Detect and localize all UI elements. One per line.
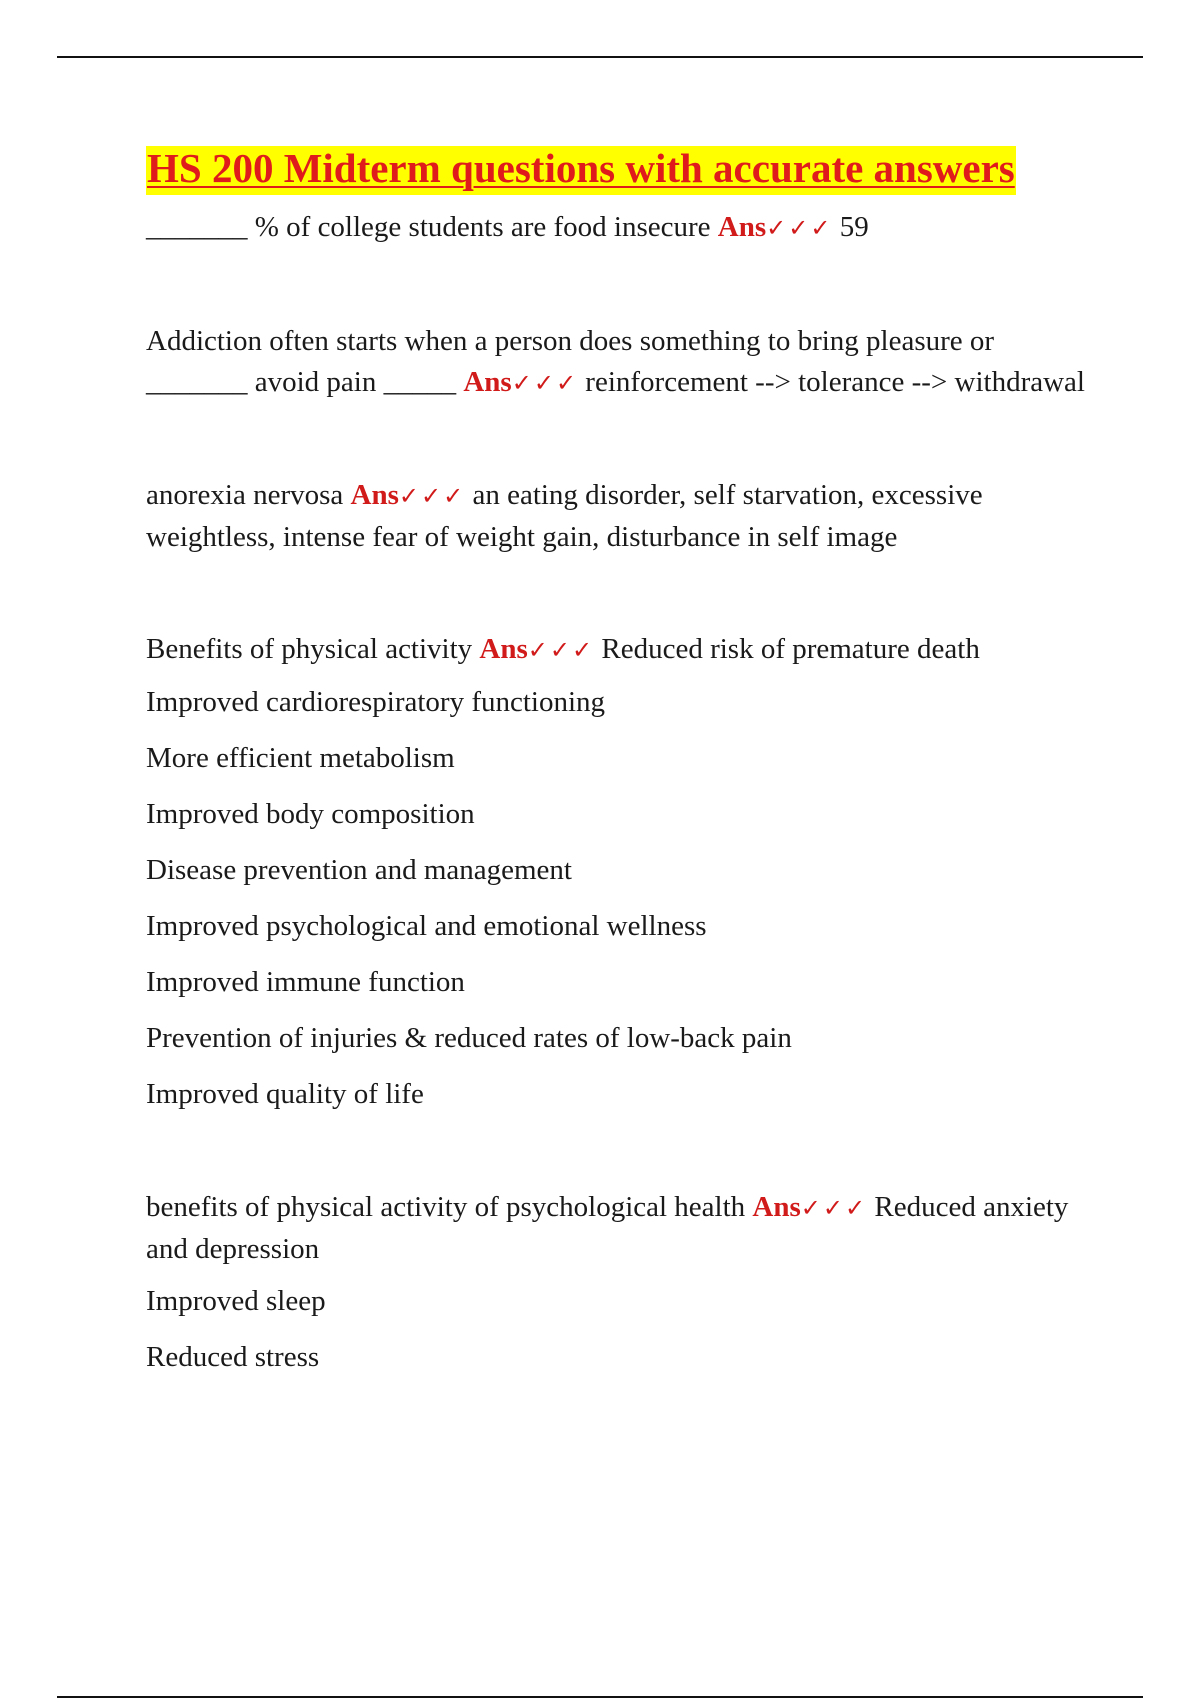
answer-marker: Ans (463, 366, 512, 398)
answer-line: Disease prevention and management (146, 854, 572, 886)
answer-line: Improved body composition (146, 798, 475, 830)
question-prompt: anorexia nervosa (146, 479, 344, 511)
answer-marker: Ans (350, 479, 399, 511)
question-5 (146, 1187, 1096, 1270)
question-1 (146, 207, 1096, 249)
question-prompt: Addiction often starts when a person does something to bring pleasure or _______ avoid pain _____ (146, 325, 995, 398)
question-answer: Reduced anxiety and depression (146, 1191, 1069, 1265)
answer-line: Improved sleep (146, 1285, 326, 1317)
answer-marker: Ans (752, 1191, 801, 1223)
answer-line: Improved quality of life (146, 1078, 424, 1110)
question-4 (146, 629, 1096, 671)
question-prompt: Benefits of physical activity (146, 633, 473, 665)
answer-marker: Ans (717, 211, 767, 243)
title-block (146, 146, 1096, 195)
answer-line: More efficient metabolism (146, 742, 455, 774)
header-rule (57, 56, 1143, 58)
question-prompt: benefits of physical activity of psychological health (146, 1191, 746, 1223)
answer-line: Improved psychological and emotional wellness (146, 910, 707, 942)
check-marks-icon: ✓✓✓ (527, 636, 595, 664)
question-answer: reinforcement --> tolerance --> withdrawal (585, 366, 1085, 398)
question-prompt: _______ % of college students are food insecure (146, 211, 711, 243)
check-marks-icon: ✓✓✓ (766, 214, 833, 242)
check-marks-icon: ✓✓✓ (800, 1194, 868, 1222)
answer-line: Prevention of injuries & reduced rates of low-back pain (146, 1022, 792, 1054)
answer-line: Reduced stress (146, 1341, 320, 1373)
answer-line: Improved immune function (146, 966, 465, 998)
answer-line: Improved cardiorespiratory functioning (146, 686, 606, 718)
question-answer: an eating disorder, self starvation, excessive weightless, intense fear of weight gain, disturbance in self image (146, 479, 983, 553)
check-marks-icon: ✓✓✓ (398, 482, 466, 510)
question-3 (146, 475, 1096, 558)
answer-marker: Ans (479, 633, 528, 665)
document-title: HS 200 Midterm questions with accurate answers (146, 146, 1016, 195)
document-body (146, 146, 1096, 1378)
footer-rule (57, 1696, 1143, 1698)
question-2 (146, 321, 1096, 404)
check-marks-icon: ✓✓✓ (511, 369, 579, 397)
question-answer: Reduced risk of premature death (601, 633, 980, 665)
question-answer: 59 (839, 211, 869, 243)
